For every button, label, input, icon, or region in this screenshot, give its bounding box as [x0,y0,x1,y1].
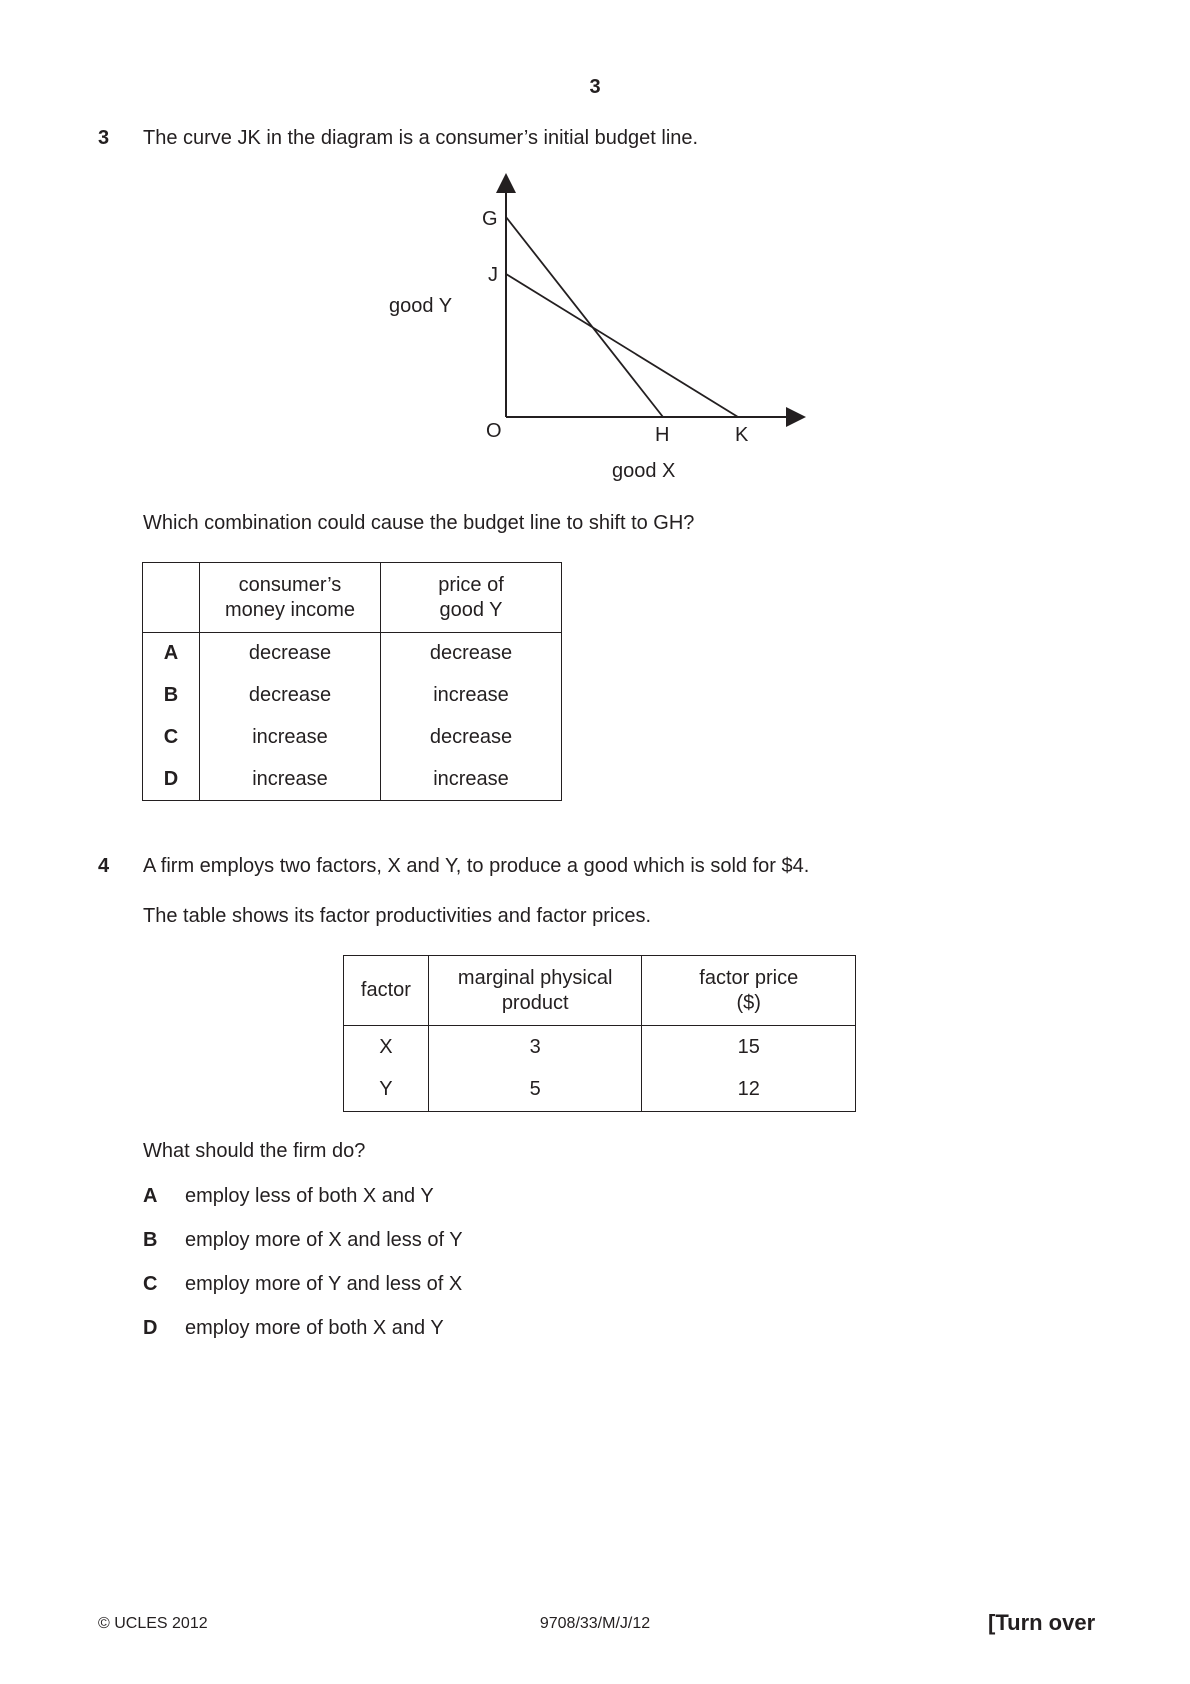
header-price-good-y [381,563,562,633]
option-text: employ more of X and less of Y [185,1229,463,1251]
question-3-prompt: Which combination could cause the budget line to shift to GH? [143,512,695,534]
row-letter: A [143,633,200,675]
table-row [143,717,562,759]
option-text: employ more of both X and Y [185,1317,444,1339]
row-factor: Y [344,1069,429,1112]
footer-paper-code: 9708/33/M/J/12 [539,1615,651,1632]
point-label-h: H [655,424,670,446]
header-factor: factor [344,956,429,1026]
header-factor-price-line2: ($) [736,991,761,1014]
table-corner-cell [143,563,200,633]
option-text: employ more of Y and less of X [185,1273,463,1295]
row-price: decrease [381,633,562,675]
budget-line-jk [506,274,738,417]
row-income: decrease [200,633,381,675]
row-price: decrease [381,717,562,759]
row-price: increase [381,759,562,801]
question-4-intro: A firm employs two factors, X and Y, to produce a good which is sold for $4. [143,855,810,877]
question-3-intro: The curve JK in the diagram is a consumer’s initial budget line. [143,127,699,149]
header-marginal-physical-product [428,956,642,1026]
option-letter: A [143,1185,158,1207]
row-letter: B [143,675,200,717]
table-row [143,759,562,801]
budget-line-diagram [0,0,1190,500]
footer-turn-over: [Turn over [988,1610,1096,1635]
question-4-prompt: What should the firm do? [143,1140,366,1162]
table-row [143,675,562,717]
answer-option-d [143,1317,444,1340]
option-letter: B [143,1229,158,1251]
header-money-income [200,563,381,633]
header-factor-price [642,956,856,1026]
x-axis-label: good X [612,460,676,482]
option-text: employ less of both X and Y [185,1185,434,1207]
question-3-number: 3 [98,127,110,149]
table-row [344,1069,856,1112]
question-3-table [142,562,562,801]
header-money-income-line2: money income [224,598,356,621]
table-row [143,633,562,675]
answer-option-b [143,1229,463,1252]
question-4-number: 4 [98,855,110,877]
question-4-table-intro: The table shows its factor productivities and factor prices. [143,905,652,927]
header-factor-price-line1: factor price [699,966,799,989]
table-header-row [143,563,562,633]
point-label-g: G [482,208,498,230]
header-price-good-y-line1: price of [438,573,504,596]
answer-option-a [143,1185,434,1208]
option-letter: C [143,1273,158,1295]
row-income: decrease [200,675,381,717]
y-axis-label: good Y [389,295,453,317]
row-letter: D [143,759,200,801]
page-number: 3 [589,76,601,98]
row-factor: X [344,1026,429,1069]
row-income: increase [200,717,381,759]
row-letter: C [143,717,200,759]
option-letter: D [143,1317,158,1339]
row-price: increase [381,675,562,717]
table-row [344,1026,856,1069]
row-mpp: 5 [428,1069,642,1112]
header-price-good-y-line2: good Y [439,598,503,621]
point-label-k: K [735,424,749,446]
row-factor-price: 15 [642,1026,856,1069]
answer-option-c [143,1273,462,1296]
point-label-j: J [488,264,498,286]
row-factor-price: 12 [642,1069,856,1112]
origin-label: O [486,420,502,442]
header-mpp-line2: product [501,991,569,1014]
row-income: increase [200,759,381,801]
header-money-income-line1: consumer’s [238,573,342,596]
header-mpp-line1: marginal physical [457,966,613,989]
footer-copyright: © UCLES 2012 [98,1615,208,1632]
budget-line-gh [506,217,663,417]
row-mpp: 3 [428,1026,642,1069]
question-4-table [343,955,856,1112]
table-header-row [344,956,856,1026]
